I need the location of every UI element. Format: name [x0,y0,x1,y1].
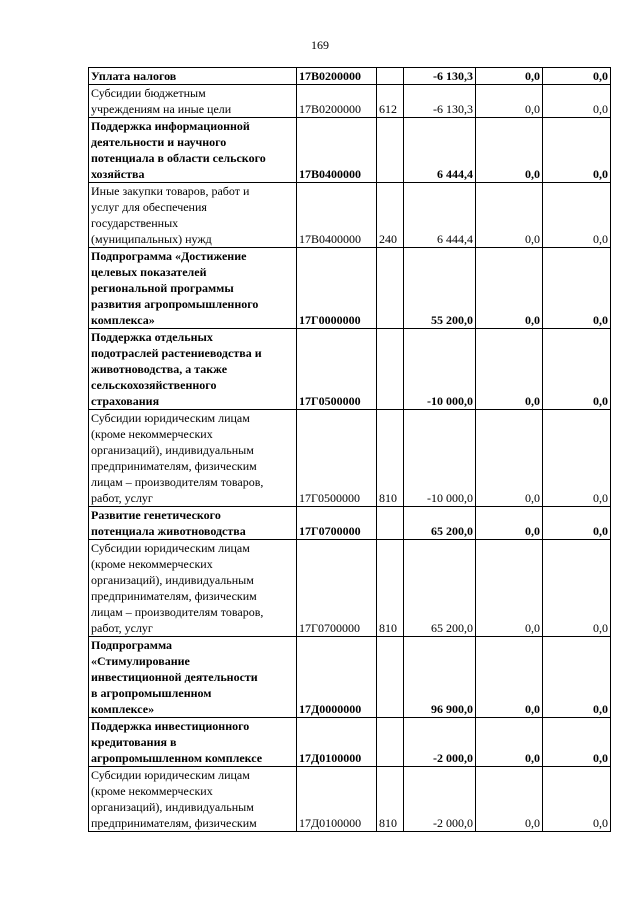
target-article-code-cell: 17Д0000000 [297,637,377,718]
expense-type-cell [377,329,404,410]
amount-cell: -6 130,3 [404,68,476,85]
target-article-code-cell: 17В0400000 [297,183,377,248]
expense-type-cell [377,637,404,718]
amount-cell: 96 900,0 [404,637,476,718]
table-row [89,85,611,118]
target-article-code-cell: 17В0200000 [297,85,377,118]
amount-cell: 6 444,4 [404,183,476,248]
row-name-cell: Поддержка информационной деятельности и научного потенциала в области сельского хозяйства [89,118,297,183]
budget-table-body [89,68,611,832]
table-row [89,183,611,248]
amount-cell: -6 130,3 [404,85,476,118]
target-article-code-cell: 17В0400000 [297,118,377,183]
table-row [89,718,611,767]
amount-cell: 65 200,0 [404,507,476,540]
row-name-cell: Развитие генетического потенциала животноводства [89,507,297,540]
table-row [89,637,611,718]
row-name-cell: Субсидии бюджетным учреждениям на иные цели [89,85,297,118]
table-row [89,767,611,832]
expense-type-cell: 240 [377,183,404,248]
year-2-amount-cell: 0,0 [543,118,611,183]
table-row [89,410,611,507]
target-article-code-cell: 17Г0500000 [297,410,377,507]
year-2-amount-cell: 0,0 [543,767,611,832]
year-2-amount-cell: 0,0 [543,248,611,329]
year-1-amount-cell: 0,0 [476,68,543,85]
expense-type-cell [377,68,404,85]
table-row [89,329,611,410]
year-2-amount-cell: 0,0 [543,410,611,507]
year-1-amount-cell: 0,0 [476,118,543,183]
row-name-cell: Субсидии юридическим лицам (кроме некоммерческих организаций), индивидуальным предпринимателям, физическим лицам – производителям товаров, работ, услуг [89,540,297,637]
year-1-amount-cell: 0,0 [476,718,543,767]
row-name-cell: Субсидии юридическим лицам (кроме некоммерческих организаций), индивидуальным предпринимателям, физическим лицам – производителям товаров, работ, услуг [89,410,297,507]
amount-cell: -10 000,0 [404,410,476,507]
amount-cell: 65 200,0 [404,540,476,637]
amount-cell: -2 000,0 [404,767,476,832]
year-1-amount-cell: 0,0 [476,507,543,540]
year-2-amount-cell: 0,0 [543,540,611,637]
amount-cell: -2 000,0 [404,718,476,767]
row-name-cell: Подпрограмма «Достижение целевых показателей региональной программы развития агропромышленного комплекса» [89,248,297,329]
row-name-cell: Поддержка отдельных подотраслей растениеводства и животноводства, а также сельскохозяйственного страхования [89,329,297,410]
row-name-cell: Уплата налогов [89,68,297,85]
target-article-code-cell: 17Г0500000 [297,329,377,410]
year-1-amount-cell: 0,0 [476,183,543,248]
target-article-code-cell: 17Д0100000 [297,718,377,767]
year-1-amount-cell: 0,0 [476,85,543,118]
table-row [89,68,611,85]
year-1-amount-cell: 0,0 [476,540,543,637]
table-row [89,118,611,183]
year-1-amount-cell: 0,0 [476,329,543,410]
expense-type-cell: 810 [377,540,404,637]
target-article-code-cell: 17Г0700000 [297,540,377,637]
budget-table [88,67,611,832]
year-1-amount-cell: 0,0 [476,248,543,329]
row-name-cell: Поддержка инвестиционного кредитования в агропромышленном комплексе [89,718,297,767]
target-article-code-cell: 17Г0700000 [297,507,377,540]
expense-type-cell [377,507,404,540]
page-number: 169 [311,38,329,52]
row-name-cell: Подпрограмма «Стимулирование инвестиционной деятельности в агропромышленном комплексе» [89,637,297,718]
year-2-amount-cell: 0,0 [543,329,611,410]
target-article-code-cell: 17Г0000000 [297,248,377,329]
year-2-amount-cell: 0,0 [543,68,611,85]
year-1-amount-cell: 0,0 [476,637,543,718]
row-name-cell: Иные закупки товаров, работ и услуг для обеспечения государственных (муниципальных) нужд [89,183,297,248]
year-1-amount-cell: 0,0 [476,410,543,507]
amount-cell: -10 000,0 [404,329,476,410]
table-row [89,248,611,329]
expense-type-cell [377,118,404,183]
year-2-amount-cell: 0,0 [543,183,611,248]
expense-type-cell: 612 [377,85,404,118]
expense-type-cell: 810 [377,767,404,832]
expense-type-cell: 810 [377,410,404,507]
table-row [89,540,611,637]
target-article-code-cell: 17В0200000 [297,68,377,85]
year-1-amount-cell: 0,0 [476,767,543,832]
target-article-code-cell: 17Д0100000 [297,767,377,832]
amount-cell: 55 200,0 [404,248,476,329]
amount-cell: 6 444,4 [404,118,476,183]
row-name-cell: Субсидии юридическим лицам (кроме некоммерческих организаций), индивидуальным предпринимателям, физическим [89,767,297,832]
table-row [89,507,611,540]
year-2-amount-cell: 0,0 [543,507,611,540]
expense-type-cell [377,718,404,767]
year-2-amount-cell: 0,0 [543,718,611,767]
year-2-amount-cell: 0,0 [543,85,611,118]
year-2-amount-cell: 0,0 [543,637,611,718]
expense-type-cell [377,248,404,329]
